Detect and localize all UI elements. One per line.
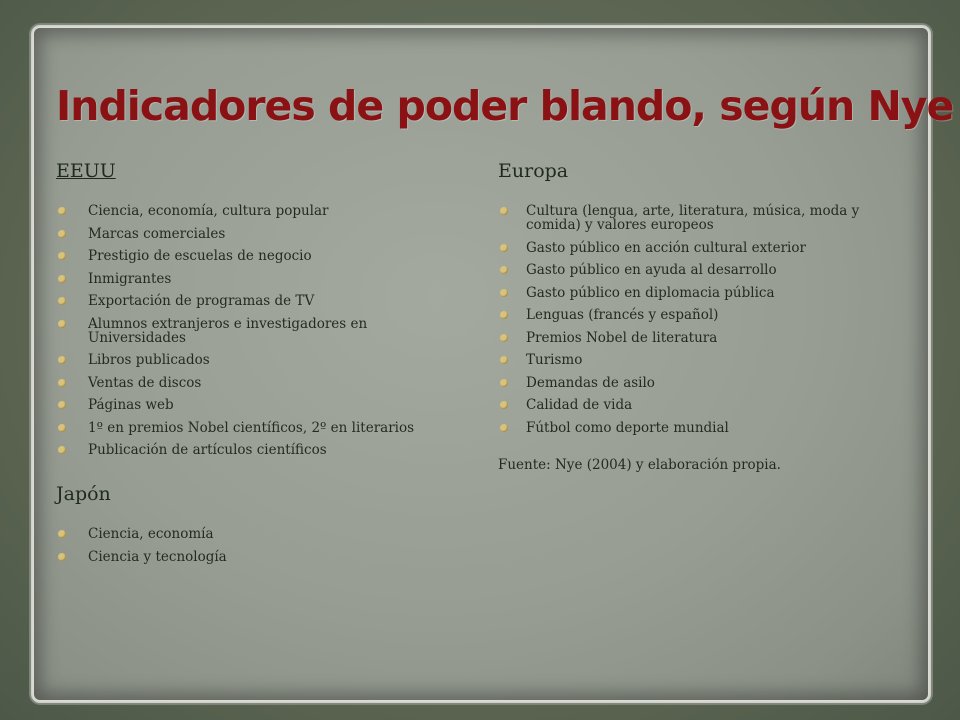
- list-item: 1º en premios Nobel científicos, 2º en literarios: [56, 421, 456, 435]
- europa-list: [498, 204, 898, 435]
- list-item: Ciencia, economía: [56, 527, 456, 541]
- bullet-icon: [58, 401, 66, 409]
- bullet-icon: [58, 275, 66, 283]
- bullet-icon: [58, 424, 66, 432]
- bullet-icon: [500, 311, 508, 319]
- left-column: [56, 160, 456, 572]
- bullet-icon: [500, 334, 508, 342]
- bullet-icon: [500, 289, 508, 297]
- eeuu-heading: EEUU: [56, 160, 116, 182]
- list-item: Demandas de asilo: [498, 376, 898, 390]
- bullet-icon: [58, 252, 66, 260]
- bullet-icon: [500, 266, 508, 274]
- list-item: Calidad de vida: [498, 398, 898, 412]
- bullet-icon: [58, 446, 66, 454]
- bullet-icon: [58, 297, 66, 305]
- bullet-icon: [500, 207, 508, 215]
- japon-heading: Japón: [56, 483, 111, 505]
- list-item: Marcas comerciales: [56, 227, 456, 241]
- bullet-icon: [500, 244, 508, 252]
- list-item: Premios Nobel de literatura: [498, 331, 898, 345]
- list-item: Ciencia, economía, cultura popular: [56, 204, 456, 218]
- list-item: Inmigrantes: [56, 272, 456, 286]
- list-item: Prestigio de escuelas de negocio: [56, 249, 456, 263]
- bullet-icon: [58, 530, 66, 538]
- list-item: Páginas web: [56, 398, 456, 412]
- bullet-icon: [58, 230, 66, 238]
- list-item: Gasto público en ayuda al desarrollo: [498, 263, 898, 277]
- list-item: Ciencia y tecnología: [56, 550, 456, 564]
- source-note: Fuente: Nye (2004) y elaboración propia.: [498, 456, 781, 473]
- bullet-icon: [58, 379, 66, 387]
- list-item: Cultura (lengua, arte, literatura, música, moda y comida) y valores europeos: [498, 204, 898, 232]
- list-item: Ventas de discos: [56, 376, 456, 390]
- list-item: Lenguas (francés y español): [498, 308, 898, 322]
- europa-heading: Europa: [498, 160, 569, 182]
- list-item: Exportación de programas de TV: [56, 294, 456, 308]
- japon-list: [56, 527, 456, 564]
- list-item: Libros publicados: [56, 353, 456, 367]
- list-item: Alumnos extranjeros e investigadores en Universidades: [56, 317, 456, 345]
- list-item: Gasto público en acción cultural exterior: [498, 241, 898, 255]
- bullet-icon: [58, 356, 66, 364]
- bullet-icon: [500, 379, 508, 387]
- bullet-icon: [58, 207, 66, 215]
- bullet-icon: [58, 320, 66, 328]
- bullet-icon: [500, 401, 508, 409]
- list-item: Fútbol como deporte mundial: [498, 421, 898, 435]
- slide-title: Indicadores de poder blando, según Nye: [56, 82, 954, 130]
- bullet-icon: [500, 424, 508, 432]
- list-item: Gasto público en diplomacia pública: [498, 286, 898, 300]
- list-item: Turismo: [498, 353, 898, 367]
- eeuu-list: [56, 204, 456, 457]
- bullet-icon: [58, 553, 66, 561]
- bullet-icon: [500, 356, 508, 364]
- list-item: Publicación de artículos científicos: [56, 443, 456, 457]
- right-column: [498, 160, 898, 473]
